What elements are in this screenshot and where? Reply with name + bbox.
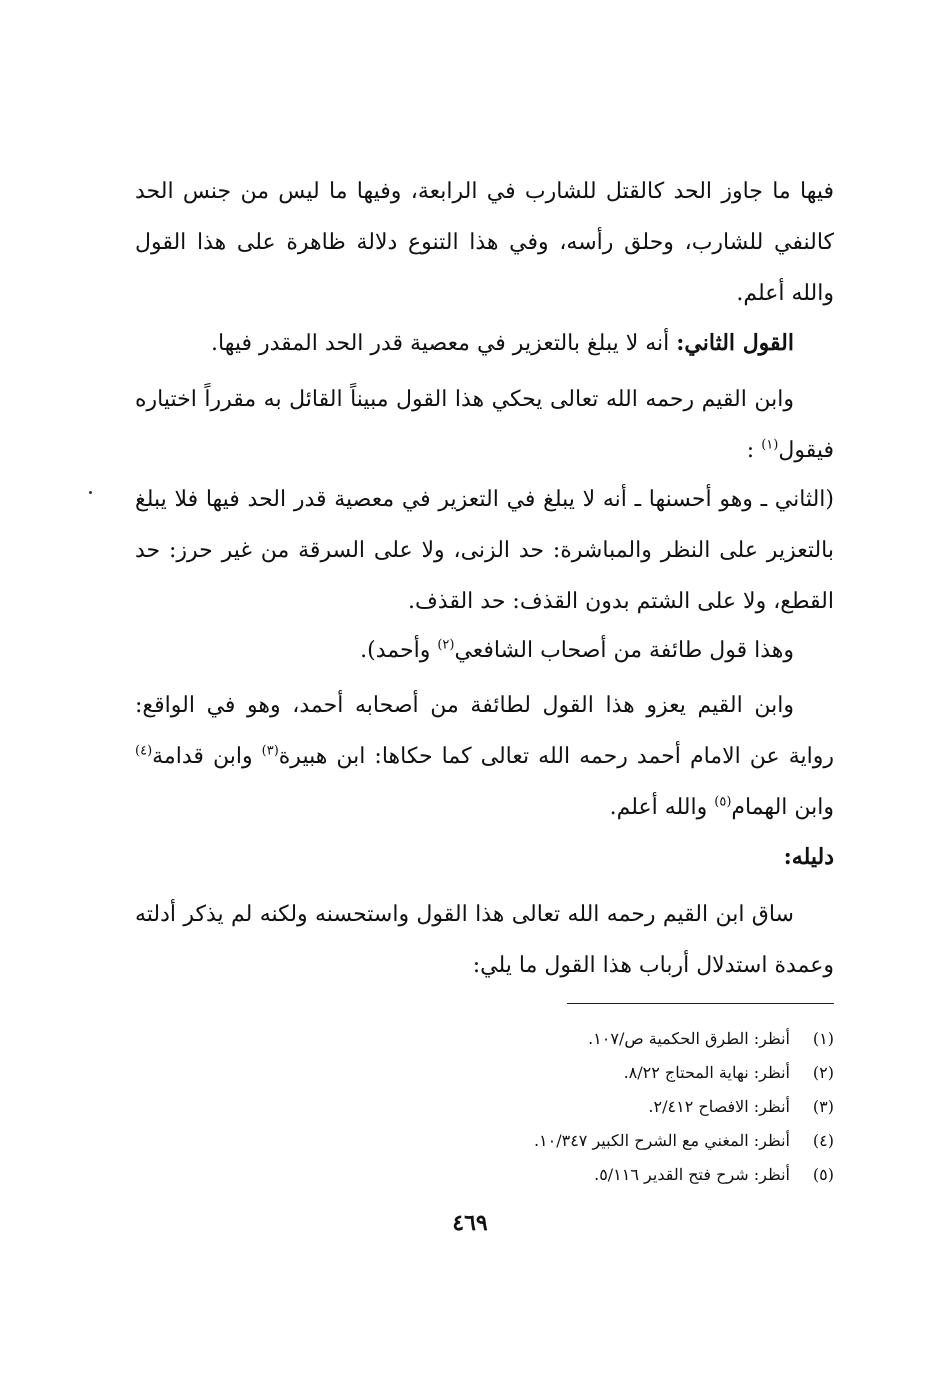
paragraph-second-opinion (135, 318, 834, 369)
footnote-ref-3: (٣) (261, 743, 279, 759)
footnote-separator (567, 1003, 834, 1004)
footnote-item (300, 1124, 834, 1158)
paragraph-tail: : (746, 438, 755, 463)
paragraph-text: وابن القيم يعزو هذا القول لطائفة من أصحابه أحمد، وهو في الواقع: رواية عن الامام أحمد رحمه الله تعالى كما حكاها: ابن هبيرة (135, 693, 835, 769)
page-number: ٤٦٩ (452, 1210, 488, 1236)
paragraph-quote-end (135, 625, 834, 676)
heading-text: دليله: (783, 844, 834, 870)
opinion-label: القول الثاني: (676, 330, 794, 356)
paragraph-text: وابن قدامة (152, 744, 253, 769)
paragraph-text: (الثاني ـ وهو أحسنها ـ أنه لا يبلغ في التعزير في معصية قدر الحد فيها فلا يبلغ بالتعزير على النظر والمباشرة: حد الزنى، ولا على السرقة من غير حرز: حد القطع، ولا على الشتم بدون القذف: حد القذف. (135, 487, 834, 614)
footnote-item (300, 1158, 834, 1192)
paragraph-text: أنه لا يبلغ بالتعزير في معصية قدر الحد المقدر فيها. (211, 331, 670, 356)
footnotes (300, 1022, 834, 1192)
footnote-item (300, 1056, 834, 1090)
paragraph-text: ساق ابن القيم رحمه الله تعالى هذا القول واستحسنه ولكنه لم يذكر أدلته وعمدة استدلال أرباب هذا القول ما يلي: (135, 902, 834, 978)
paragraph-text: وهذا قول طائفة من أصحاب الشافعي (454, 638, 794, 663)
footnote-number: (١) (812, 1029, 834, 1048)
footnote-ref-2: (٢) (437, 637, 455, 653)
footnote-number: (٤) (812, 1131, 834, 1150)
footnote-text: أنظر: الافصاح ٢/٤١٢. (648, 1097, 790, 1116)
paragraph-text: وأحمد). (360, 638, 431, 663)
paragraph-quote (135, 474, 834, 627)
paragraph-text: وابن القيم رحمه الله تعالى يحكي هذا القول مبيناً القائل به مقرراً اختياره فيقول (135, 387, 834, 463)
footnote-number: (٢) (812, 1063, 834, 1082)
footnote-number: (٣) (812, 1097, 834, 1116)
footnote-ref-5: (٥) (714, 794, 732, 810)
paragraph-evidence-intro (135, 889, 834, 991)
scan-speck (89, 491, 92, 494)
footnote-ref-1: (١) (761, 437, 779, 453)
footnote-text: أنظر: شرح فتح القدير ٥/١١٦. (594, 1165, 790, 1184)
footnote-text: أنظر: نهاية المحتاج ٨/٢٢. (623, 1063, 790, 1082)
footnote-item (300, 1090, 834, 1124)
footnote-text: أنظر: المغني مع الشرح الكبير ١٠/٣٤٧. (533, 1131, 790, 1150)
footnote-item (300, 1022, 834, 1056)
paragraph-ibn-qayyim-intro (135, 374, 834, 476)
paragraph-text: وابن الهمام (731, 795, 834, 820)
footnote-number: (٥) (812, 1165, 834, 1184)
section-heading (135, 832, 834, 883)
paragraph-text: والله أعلم. (609, 795, 708, 820)
paragraph-text: فيها ما جاوز الحد كالقتل للشارب في الرابعة، وفيها ما ليس من جنس الحد كالنفي للشارب، وحلق رأسه، وفي هذا التنوع دلالة ظاهرة على هذا القول والله أعلم. (135, 179, 834, 306)
paragraph-continuation (135, 166, 834, 319)
footnote-ref-4: (٤) (135, 743, 153, 759)
paragraph-attribution (135, 680, 834, 833)
footnote-text: أنظر: الطرق الحكمية ص/١٠٧. (588, 1029, 790, 1048)
